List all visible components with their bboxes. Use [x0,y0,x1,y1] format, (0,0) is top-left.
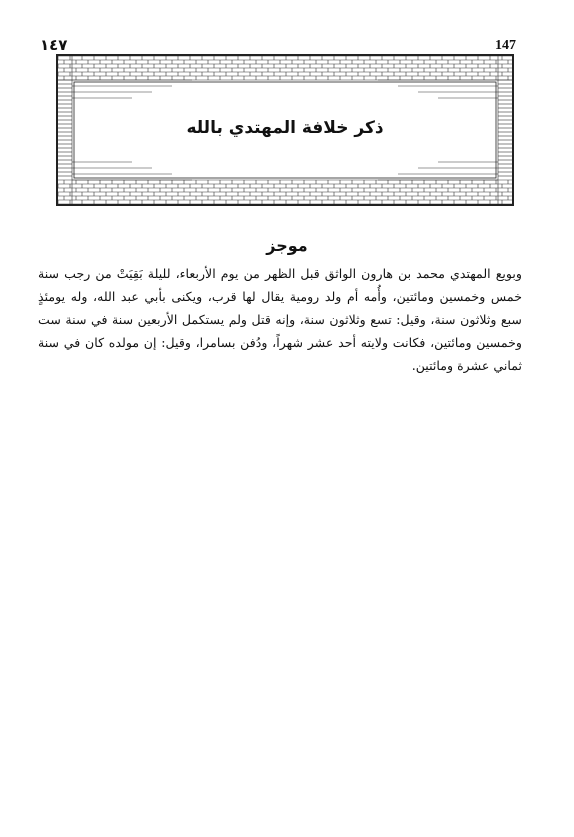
page-number-latin: 147 [495,38,516,53]
section-heading: موجز [266,236,308,255]
body-text [38,262,522,377]
body-paragraph: وبويع المهتدي محمد بن هارون الواثق قبل الظهر من يوم الأربعاء، لليلة بَقِيَتْ من رجب سنة خمس وخمسين ومائتين، وأُمه أم ولد رومية يقال لها قرب، ويكنى بأبي عبد الله، وله يومئذٍ سبع وثلاثون سنة، وقيل: تسع وثلاثون سنة، وإنه قتل ولم يستكمل الأربعين سنة في سنة ست وخمسين ومائتين، فكانت ولايته أحد عشر شهراً، ودُفن بسامرا، وقيل: إن مولده كان في سنة ثماني عشرة ومائتين. [38,266,522,373]
title-frame [56,54,514,206]
page-number-arabic: ١٤٧ [40,36,68,54]
chapter-title: ذكر خلافة المهتدي بالله [186,118,384,138]
